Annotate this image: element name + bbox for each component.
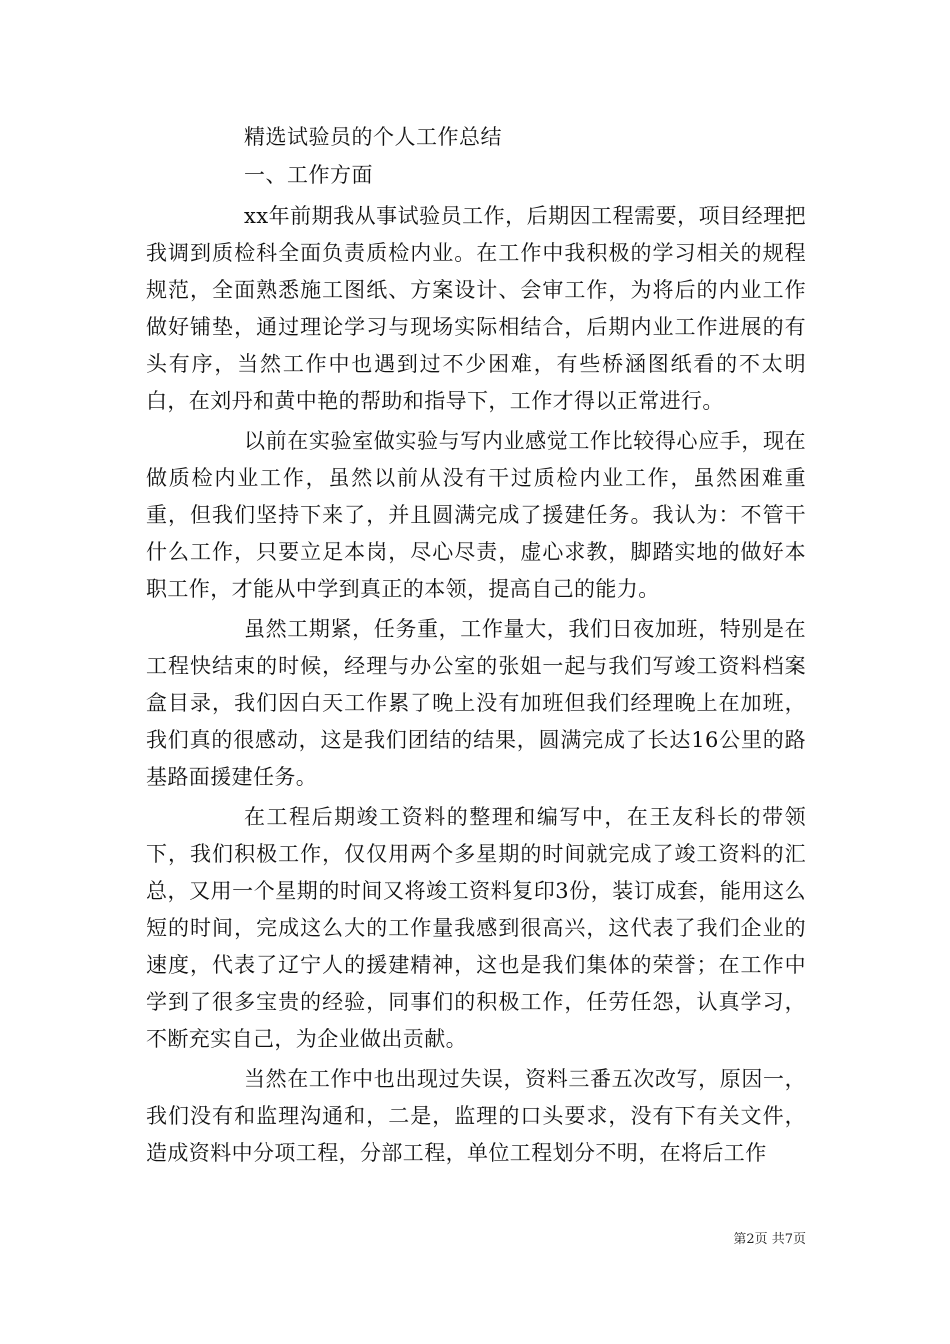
paragraph-1: xx年前期我从事试验员工作，后期因工程需要，项目经理把我调到质检科全面负责质检内业。在工作中我积极的学习相关的规程规范，全面熟悉施工图纸、方案设计、会审工作，为将后的内业工作做好铺垫，通过理论学习与现场实际相结合，后期内业工作进展的有头有序，当然工作中也遇到过不少困难，有些桥涵图纸看的不太明白，在刘丹和黄中艳的帮助和指导下，工作才得以正常进行。 — [146, 204, 806, 413]
document-body — [146, 118, 806, 1175]
section-heading: 一、工作方面 — [244, 163, 373, 187]
paragraph-2: 以前在实验室做实验与写内业感觉工作比较得心应手，现在做质检内业工作，虽然以前从没有干过质检内业工作，虽然困难重重，但我们坚持下来了，并且圆满完成了援建任务。我认为：不管干什么工作，只要立足本岗，尽心尽责，虚心求教，脚踏实地的做好本职工作，才能从中学到真正的本领，提高自己的能力。 — [146, 429, 806, 601]
paragraph-3: 虽然工期紧，任务重，工作量大，我们日夜加班，特别是在工程快结束的时候，经理与办公室的张姐一起与我们写竣工资料档案盒目录，我们因白天工作累了晚上没有加班但我们经理晚上在加班，我们真的很感动，这是我们团结的结果，圆满完成了长达16公里的路基路面援建任务。 — [146, 617, 806, 789]
page-number-footer: 第2页 共7页 — [733, 1232, 806, 1247]
paragraph-4: 在工程后期竣工资料的整理和编写中，在王友科长的带领下，我们积极工作，仅仅用两个多星期的时间就完成了竣工资料的汇总，又用一个星期的时间又将竣工资料复印3份，装订成套，能用这么短的时间，完成这么大的工作量我感到很高兴，这代表了我们企业的速度，代表了辽宁人的援建精神，这也是我们集体的荣誉；在工作中学到了很多宝贵的经验，同事们的积极工作，任劳任怨，认真学习，不断充实自己，为企业做出贡献。 — [146, 805, 806, 1051]
paragraph-5: 当然在工作中也出现过失误，资料三番五次改写，原因一，我们没有和监理沟通和，二是，监理的口头要求，没有下有关文件，造成资料中分项工程，分部工程，单位工程划分不明，在将后工作 — [146, 1067, 806, 1165]
document-title: 精选试验员的个人工作总结 — [244, 125, 502, 149]
